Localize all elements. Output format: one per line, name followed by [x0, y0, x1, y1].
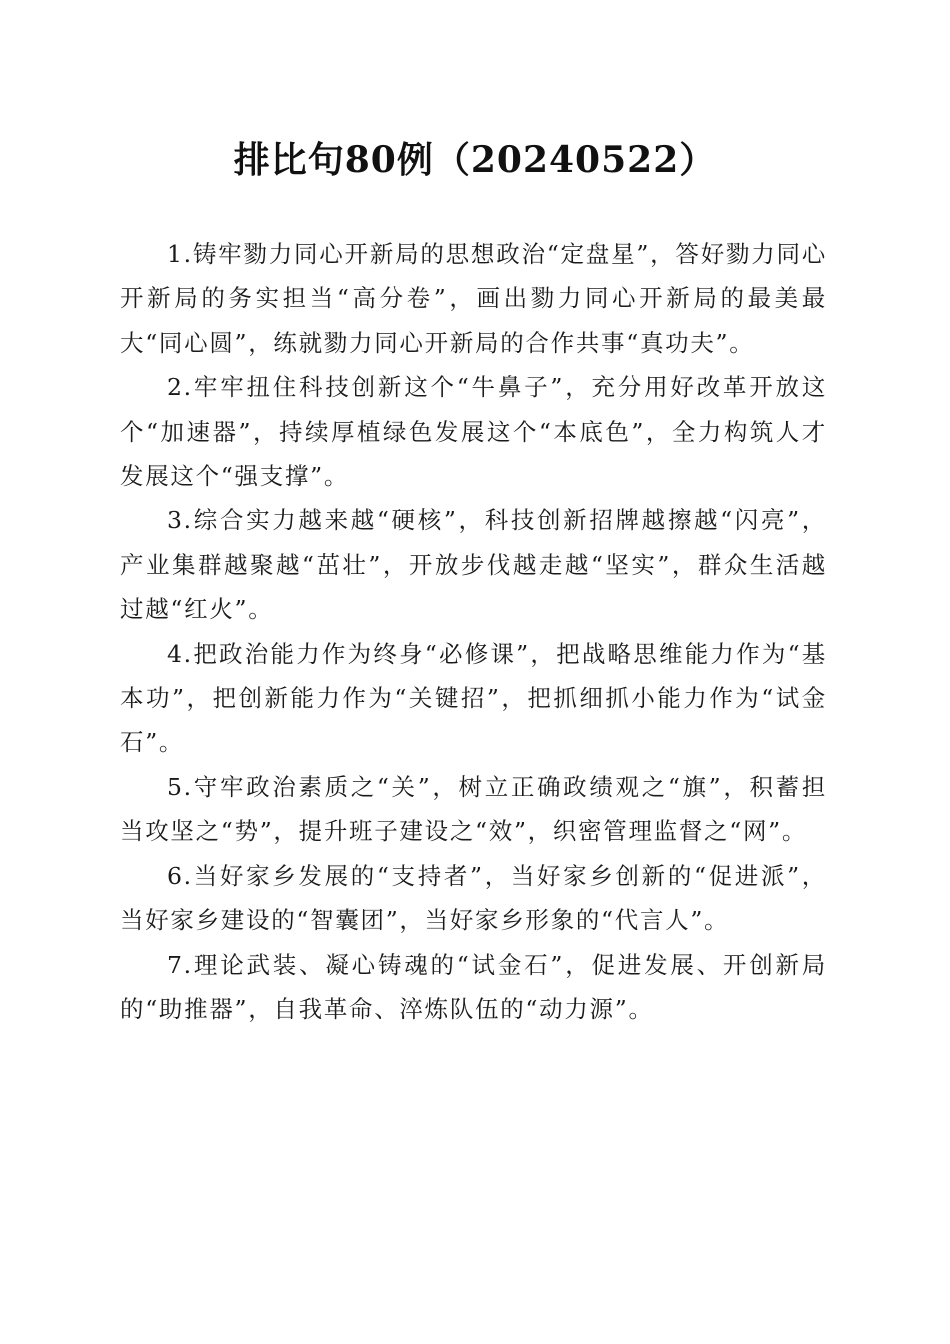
paragraph-7: 7.理论武装、凝心铸魂的“试金石”，促进发展、开创新局的“助推器”，自我革命、淬炼队伍的“动力源”。 [120, 950, 827, 1023]
paragraph-5: 5.守牢政治素质之“关”，树立正确政绩观之“旗”，积蓄担当攻坚之“势”，提升班子建设之“效”，织密管理监督之“网”。 [120, 772, 827, 846]
document-title: 排比句80例（20240522） [233, 139, 717, 181]
paragraph-1: 1.铸牢勠力同心开新局的思想政治“定盘星”，答好勠力同心开新局的务实担当“高分卷”，画出勠力同心开新局的最美最大“同心圆”，练就勠力同心开新局的合作共事“真功夫”。 [120, 240, 827, 357]
paragraph-6: 6.当好家乡发展的“支持者”，当好家乡创新的“促进派”，当好家乡建设的“智囊团”，当好家乡形象的“代言人”。 [120, 861, 827, 935]
paragraph-3: 3.综合实力越来越“硬核”，科技创新招牌越擦越“闪亮”，产业集群越聚越“茁壮”，开放步伐越走越“坚实”，群众生活越过越“红火”。 [120, 506, 827, 624]
paragraph-4: 4.把政治能力作为终身“必修课”，把战略思维能力作为“基本功”，把创新能力作为“关键招”，把抓细抓小能力作为“试金石”。 [120, 639, 827, 757]
paragraph-2: 2.牢牢扭住科技创新这个“牛鼻子”，充分用好改革开放这个“加速器”，持续厚植绿色发展这个“本底色”，全力构筑人才发展这个“强支撑”。 [120, 373, 827, 491]
document-body [120, 232, 827, 1031]
